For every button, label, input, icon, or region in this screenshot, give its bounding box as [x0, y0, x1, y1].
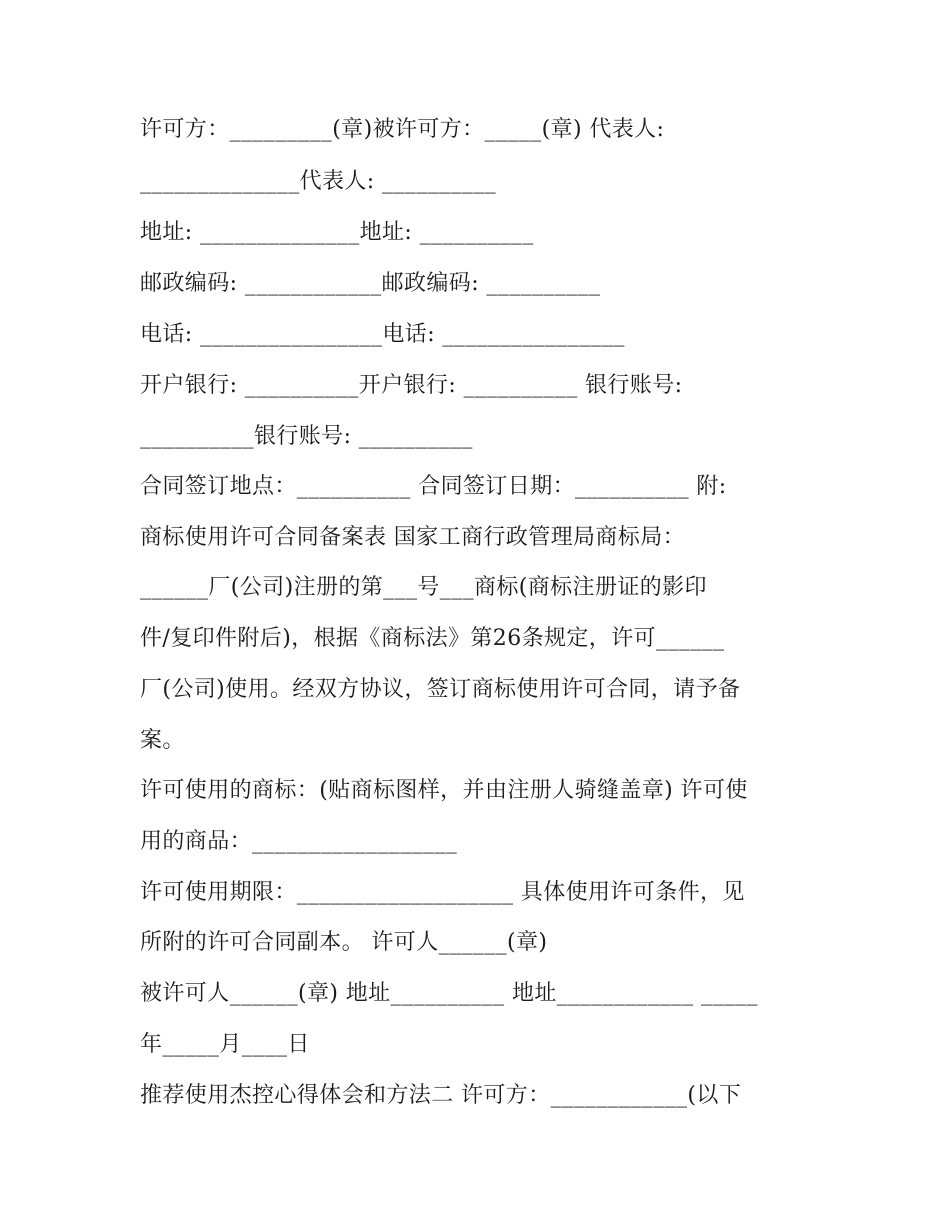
phone-line: 电话: ________________电话: ________________	[140, 322, 625, 347]
licensed-trademark-line: 许可使用的商标：(贴商标图样，并由注册人骑缝盖章) 许可使	[140, 778, 748, 803]
body-text-line: 厂(公司)使用。经双方协议，签订商标使用许可合同，请予备	[140, 677, 741, 702]
signing-place-date-line: 合同签订地点：__________ 合同签订日期：__________ 附:	[140, 474, 727, 499]
licensee-signature-line: 被许可人______(章) 地址__________ 地址____________ _____	[140, 981, 758, 1006]
licensed-goods-line: 用的商品：__________________	[140, 829, 458, 854]
filing-form-heading: 商标使用许可合同备案表 国家工商行政管理局商标局：	[140, 525, 685, 550]
postal-code-line: 邮政编码: ____________邮政编码: __________	[140, 271, 601, 296]
licensor-signature-line: 所附的许可合同副本。 许可人______(章)	[140, 930, 548, 955]
bank-line: 开户银行: __________开户银行: __________ 银行账号:	[140, 373, 683, 398]
representative-line: ______________代表人: __________	[140, 169, 497, 194]
licensor-licensee-line: 许可方：_________(章)被许可方：_____(章) 代表人:	[140, 117, 665, 142]
recommendation-line: 推荐使用杰控心得体会和方法二 许可方：____________(以下	[140, 1083, 742, 1108]
bank-account-line: __________银行账号: __________	[140, 424, 473, 449]
date-line: 年_____月____日	[140, 1032, 310, 1057]
body-text-line: 案。	[140, 728, 185, 753]
body-text-line: ______厂(公司)注册的第___号___商标(商标注册证的影印	[140, 575, 707, 600]
body-text-line: 件/复印件附后)，根据《商标法》第26条规定，许可______	[140, 626, 725, 651]
license-term-line: 许可使用期限：___________________ 具体使用许可条件，见	[140, 880, 745, 905]
address-line: 地址: ______________地址: __________	[140, 220, 534, 245]
